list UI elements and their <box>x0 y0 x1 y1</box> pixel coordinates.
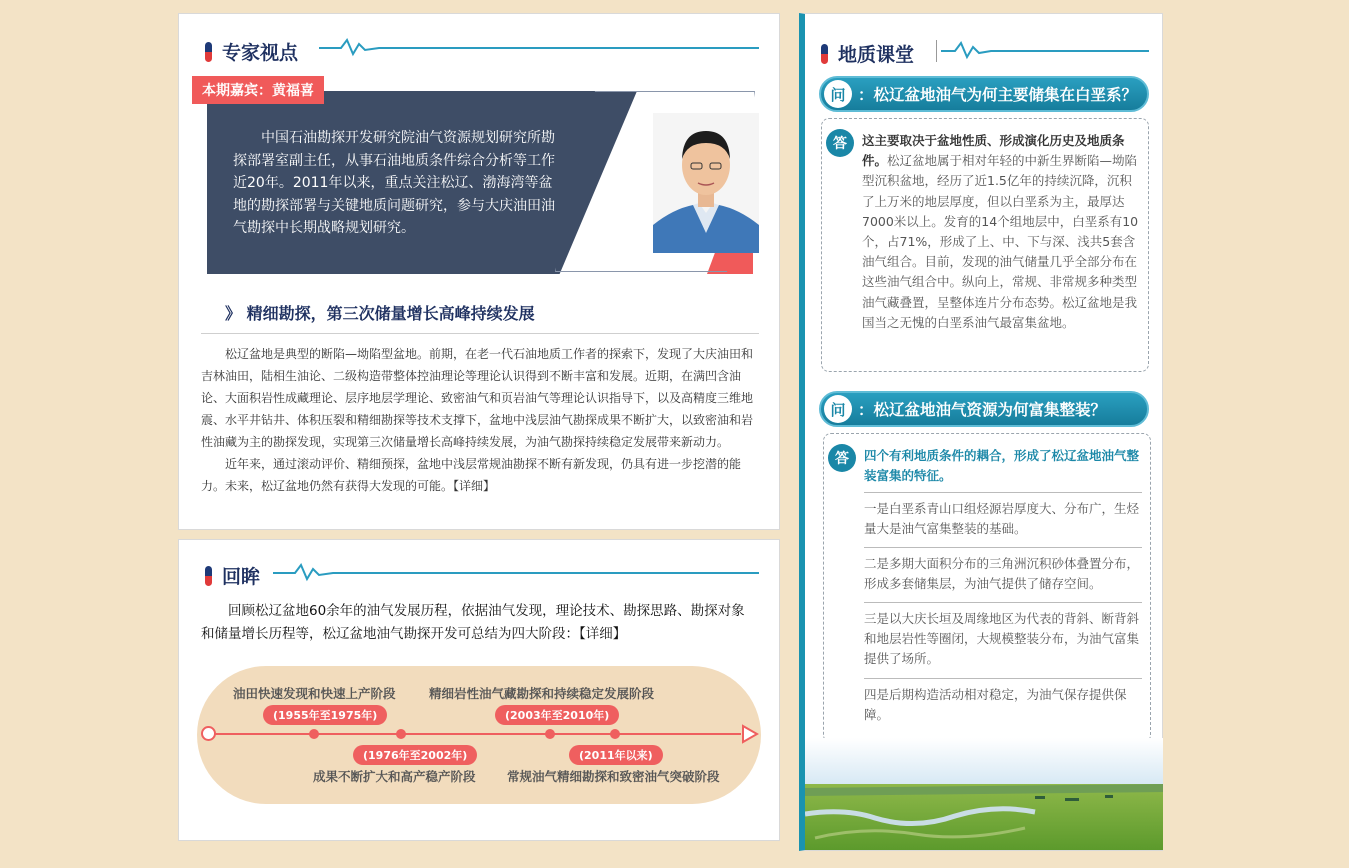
answer-icon: 答 <box>828 444 856 472</box>
title-pill-icon <box>821 44 828 64</box>
question-1-text: ：松辽盆地油气为何主要储集在白垩系？ <box>858 86 1138 104</box>
stage-1-years: (1955年至1975年) <box>263 705 387 725</box>
guest-tag: 本期嘉宾：黄福喜 <box>192 76 324 104</box>
answer-2-item: 三是以大庆长垣及周缘地区为代表的背斜、断背斜和地层岩性等圈闭，大规模整装分布，为油气富集提供了场所。 <box>864 602 1142 669</box>
stage-2-years: (1976年至2002年) <box>353 745 477 765</box>
geology-header <box>821 40 914 67</box>
stage-3-years: (2003年至2010年) <box>495 705 619 725</box>
timeline-dot <box>610 729 620 739</box>
question-icon: 问 <box>824 80 852 108</box>
timeline-dot <box>545 729 555 739</box>
geology-title: 地质课堂 <box>838 44 915 66</box>
expert-header <box>205 38 298 65</box>
wetland-landscape-image <box>805 738 1163 850</box>
heartbeat-line-icon <box>319 36 759 58</box>
answer-1 <box>821 118 1149 372</box>
expert-body <box>201 343 757 497</box>
timeline-start-icon <box>201 726 216 741</box>
question-1 <box>819 76 1149 112</box>
stage-3-label: 精细岩性油气藏勘探和持续稳定发展阶段 <box>429 686 655 701</box>
answer-2-item: 二是多期大面积分布的三角洲沉积砂体叠置分布，形成多套储集层，为油气提供了储存空间。 <box>864 547 1142 594</box>
heartbeat-line-icon <box>941 39 1149 61</box>
answer-2-item: 四是后期构造活动相对稳定，为油气保存提供保障。 <box>864 678 1142 725</box>
answer-icon: 答 <box>826 129 854 157</box>
answer-2-lead: 四个有利地质条件的耦合，形成了松辽盆地油气整装富集的特征。 <box>864 448 1140 483</box>
answer-1-lead: 这主要取决于盆地性质、形成演化历史及地质条件。 <box>862 133 1125 169</box>
guest-card <box>207 91 767 274</box>
timeline-dot <box>396 729 406 739</box>
timeline-arrow-icon <box>741 724 759 744</box>
stage-4-years: (2011年以来) <box>569 745 663 765</box>
guest-portrait <box>653 113 759 253</box>
review-intro[interactable]: 回顾松辽盆地60余年的油气发展历程，依据油气发现，理论技术、勘探思路、勘探对象和储量增长历程等，松辽盆地油气勘探开发可总结为四大阶段：【详细】 <box>201 603 745 642</box>
answer-1-text <box>862 131 1144 333</box>
review-header <box>205 562 260 589</box>
timeline-dot <box>309 729 319 739</box>
stage-4-label: 常规油气精细勘探和致密油气突破阶段 <box>507 769 720 784</box>
timeline-axis <box>211 733 741 735</box>
geology-panel <box>799 13 1163 851</box>
expert-paragraph-2[interactable]: 近年来，通过滚动评价、精细预探，盆地中浅层常规油勘探不断有新发现，仍具有进一步挖潜的能力。未来，松辽盆地仍然有获得大发现的可能。【详细】 <box>201 457 742 493</box>
question-2 <box>819 391 1149 427</box>
question-icon: 问 <box>824 395 852 423</box>
title-pill-icon <box>205 566 212 586</box>
guest-bio: 中国石油勘探开发研究院油气资源规划研究所勘探部署室副主任，从事石油地质条件综合分析等工作近20年。2011年以来，重点关注松辽、渤海湾等盆地的勘探部署与关键地质问题研究，参与大庆油田油气勘探中长期战略规划研究。 <box>233 130 555 236</box>
answer-2-item: 一是白垩系青山口组烃源岩厚度大、分布广，生烃量大是油气富集整装的基础。 <box>864 492 1142 539</box>
timeline <box>197 666 761 804</box>
question-2-text: ：松辽盆地油气资源为何富集整装？ <box>858 401 1107 419</box>
title-pill-icon <box>205 42 212 62</box>
divider <box>201 333 759 334</box>
heartbeat-line-icon <box>273 561 759 583</box>
stage-1-label: 油田快速发现和快速上产阶段 <box>233 686 396 701</box>
answer-1-body: 松辽盆地属于相对年轻的中新生界断陷—坳陷型沉积盆地，经历了近1.5亿年的持续沉降，沉积了上万米的地层厚度，但以白垩系为主，最厚达7000米以上。发育的14个组地层中，白垩系有10个，占71%，形成了上、中、下与深、浅共5套含油气组合。目前，发现的油气储量几乎全部分布在这些油气组合中。纵向上，常规、非常规多种类型油气藏叠置，呈整体连片分布态势。松辽盆地是我国当之无愧的白垩系油气最富集盆地。 <box>862 153 1139 330</box>
expert-panel <box>178 13 780 530</box>
expert-paragraph-1: 松辽盆地是典型的断陷—坳陷型盆地。前期，在老一代石油地质工作者的探索下，发现了大庆油田和吉林油田，陆相生油论、二级构造带整体控油理论等理论认识得到不断丰富和发展。近期，在满凹含油论、大面积岩性成藏理论、层序地层学理论、致密油气和页岩油气等理论认识指导下，以及高精度三维地震、水平井钻井、体积压裂和精细勘探等技术支撑下，盆地中浅层油气勘探成果不断扩大，以致密油和岩性油藏为主的勘探发现，实现第三次储量增长高峰持续发展，为油气勘探持续稳定发展带来新动力。 <box>201 347 754 449</box>
stage-2-label: 成果不断扩大和高产稳产阶段 <box>313 769 476 784</box>
review-panel <box>178 539 780 841</box>
review-title: 回眸 <box>222 566 261 588</box>
answer-2 <box>823 433 1151 743</box>
expert-subtitle: 》 精细勘探，第三次储量增长高峰持续发展 <box>225 304 535 323</box>
expert-title: 专家视点 <box>222 42 299 64</box>
